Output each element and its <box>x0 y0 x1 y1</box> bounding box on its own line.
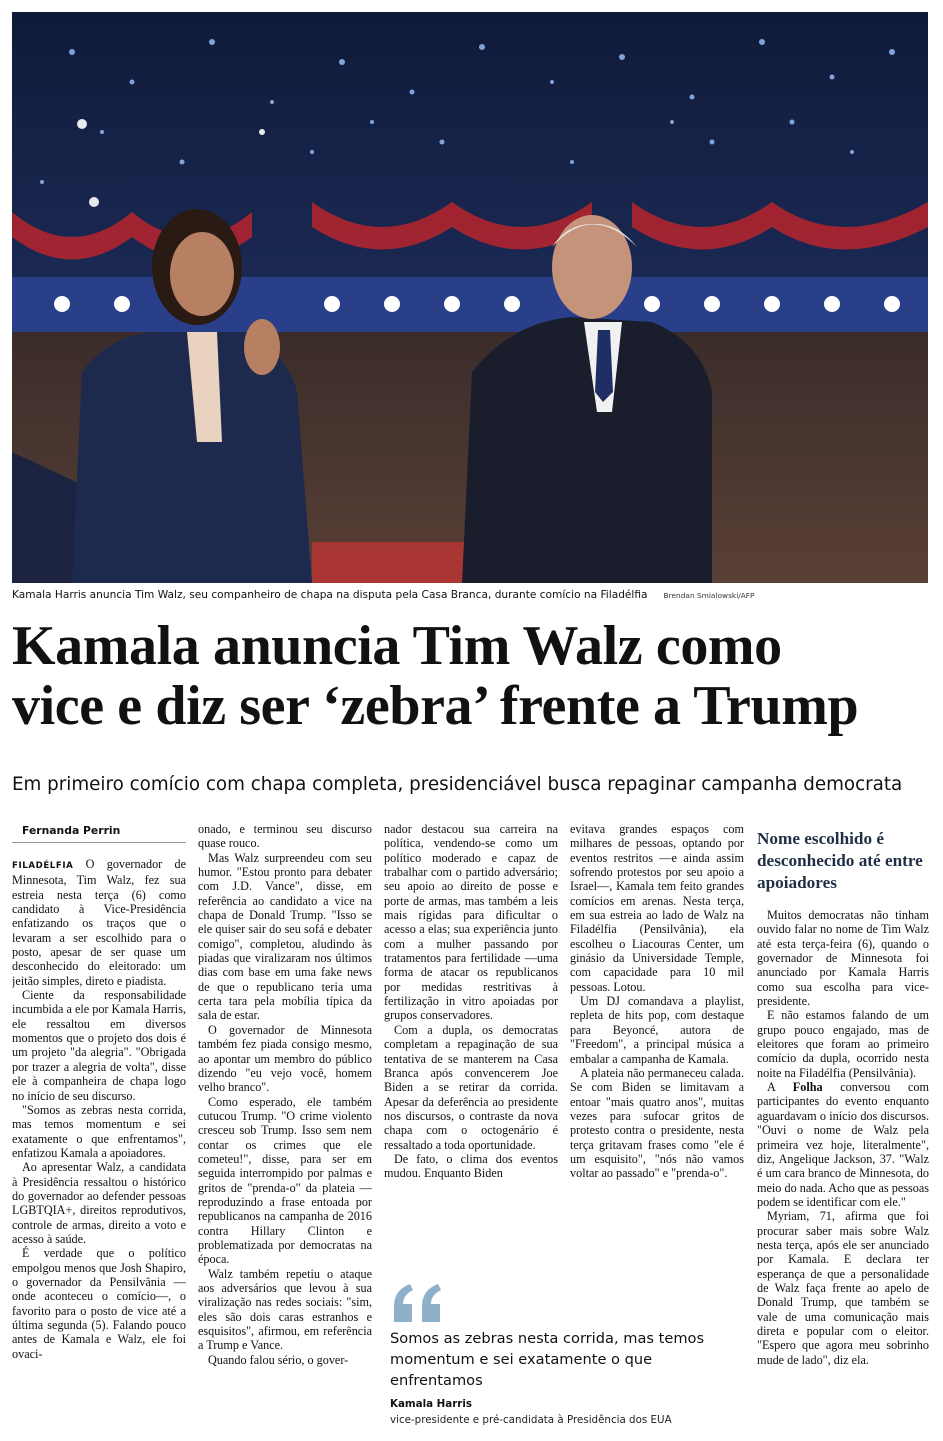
caption-text: Kamala Harris anuncia Tim Walz, seu companheiro de chapa na disputa pela Casa Branca, durante comício na Filadélfia <box>12 589 648 601</box>
article-column-2 <box>198 822 372 1432</box>
paragraph: Walz também repetiu o ataque aos adversários que levou à sua viralização nas redes sociais: "sim, eles são dois caras estranhos e esquisitos", afirmou, em referência a Trump e Vance. <box>198 1266 372 1353</box>
article-column-1 <box>12 822 186 1432</box>
paragraph: Muitos democratas não tinham ouvido falar no nome de Tim Walz até esta terça-feira (6), quando o governador de Minnesota foi anunciado por Kamala Harris como sua escolha para vice-presidente. <box>757 908 929 1009</box>
paragraph: O governador de Minnesota também fez piada consigo mesmo, ao apontar um membro do público dizendo "eu vejo você, homem velho branco". <box>198 1022 372 1095</box>
headline-line-2: vice e diz ser ‘zebra’ frente a Trump <box>12 675 859 737</box>
paragraph: A plateia não permaneceu calada. Se com Biden se limitavam a entoar "mais quatro anos", muitas vezes para sufocar gritos de protesto contra o presidente, nesta terça gritavam frases como "ele é um esquisito", "nós não vamos voltar ao passado" e "prenda-o". <box>570 1065 744 1181</box>
rally-photo-illustration <box>12 12 928 583</box>
sidebar-title: Nome escolhido é desconhecido até entre apoiadores <box>757 829 923 892</box>
paragraph: Ciente da responsabilidade incumbida a ele por Kamala Harris, ele ressaltou em diversos momentos que o projeto dos dois é um projeto "da alegria". "Obrigada por trazer a alegria de volta", disse ele à companheira de chapa logo no início de seu discurso. <box>12 988 186 1103</box>
lead-paragraph <box>12 857 186 988</box>
paragraph: onado, e terminou seu discurso quase rouco. <box>198 822 372 851</box>
paragraph: E não estamos falando de um grupo pouco engajado, mas de eleitores que foram ao primeiro comício da dupla, ocorrido nesta noite na Filadélfia (Pensilvânia). <box>757 1008 929 1080</box>
paragraph: Ao apresentar Walz, a candidata à Presidência ressaltou o histórico do governador ao defender pessoas LGBTQIA+, direitos reprodutivos, controle de armas, direito a voto e acesso à saúde. <box>12 1160 186 1246</box>
photo-credit: Brendan Smialowski/AFP <box>663 591 755 600</box>
publication-name: Folha <box>792 1080 823 1095</box>
paragraph-text: O governador de Minnesota, Tim Walz, fez sua estreia nesta terça (6) como candidato à Vice-Presidência enfatizando os traços que o levaram a ser escolhido para o posto, apesar de ser quase um desconhecido do eleitorado: um jeitão simples, direto e piadista. <box>12 857 186 988</box>
paragraph: De fato, o clima dos eventos mudou. Enquanto Biden <box>384 1151 558 1181</box>
pull-quote-text: Somos as zebras nesta corrida, mas temos momentum e sei exatamente o que enfrentamos <box>390 1330 705 1389</box>
paragraph: Myriam, 71, afirma que foi procurar saber mais sobre Walz nesta terça, após ele ser anunciado por Kamala. E declara ter esperança de que a personalidade de Walz faça frente ao apelo de Donald Trump, que também se vale de uma comunicação mais direta e popular com o eleitor. "Espero que agora meu sobrinho mude de lado", diz ela. <box>757 1209 929 1367</box>
sidebar-column <box>757 822 929 1432</box>
lead-photo <box>12 12 928 583</box>
subheadline: Em primeiro comício com chapa completa, presidenciável busca repaginar campanha democrata <box>12 774 903 795</box>
paragraph: Quando falou sério, o gover- <box>208 1352 349 1367</box>
paragraph: Com a dupla, os democratas completam a repaginação de sua tentativa de se manterem na Casa Branca após convencerem Joe Biden a se retirar da corrida. Apesar da deferência ao presidente nos discursos, o contraste da nova chapa com o octogenário é ressaltado a toda oportunidade. <box>384 1022 558 1152</box>
paragraph-text: A <box>767 1080 793 1095</box>
paragraph: Como esperado, ele também cutucou Trump. "O crime violento cresceu sob Trump. Isso sem nem contar os crimes que ele cometeu!", disse, para ser em seguida interrompido por palmas e gritos de "prenda-o" da plateia — reproduzindo a frase entoada por republicanos na campanha de 2016 contra Hillary Clinton e problematizada por democratas na época. <box>198 1094 372 1267</box>
paragraph-text: conversou com participantes do evento enquanto aguardavam o início dos discursos. "Ouvi o nome de Walz pela primeira vez hoje, literalmente", diz, Angelique Jackson, 37. "Walz é um cara branco de Minnesota, do meio do nada. Acho que as pessoas podem se identificar com ele." <box>757 1080 929 1209</box>
dateline: FILADÉLFIA <box>12 861 74 871</box>
pull-quote-role: vice-presidente e pré-candidata à Presidência dos EUA <box>390 1414 672 1426</box>
paragraph <box>757 1080 929 1209</box>
headline-line-1: Kamala anuncia Tim Walz como <box>12 615 782 677</box>
author-byline: Fernanda Perrin <box>12 822 186 843</box>
photo-caption <box>12 589 928 605</box>
pull-quote-speaker: Kamala Harris <box>390 1398 473 1410</box>
paragraph: evitava grandes espaços com milhares de pessoas, optando por eventos restritos —e ainda assim sofrendo protestos por seu apoio a Israel—, Kamala tem feito grandes comícios em arenas. Nesta terça, em sua estreia ao lado de Walz na Filadélfia (Pensilvânia), ela escolheu o Liacouras Center, um ginásio da Universidade Temple, com capacidade para 10 mil pessoas. Lotou. <box>570 822 744 994</box>
headline <box>12 616 928 736</box>
paragraph: "Somos as zebras nesta corrida, mas temos momentum e sei exatamente o que enfrentamos", enfatizou Kamala a apoiadores. <box>12 1102 186 1160</box>
quote-mark-icon <box>390 1282 450 1326</box>
paragraph: É verdade que o político empolgou menos que Josh Shapiro, o governador da Pensilvânia —onde aconteceu o comício—, o favorito para o posto de vice até a última segunda (5). Falando pouco antes de Kamala e Walz, ele foi ovaci- <box>12 1246 186 1361</box>
pull-quote <box>390 1282 746 1432</box>
paragraph: Um DJ comandava a playlist, repleta de hits pop, com destaque para Beyoncé, autora de "Freedom", a principal música a embalar a campanha de Kamala. <box>570 994 744 1066</box>
paragraph: nador destacou sua carreira na política, vendendo-se como um político moderado e capaz de trabalhar com o partido adversário; seu apoio ao direito de posse e porte de armas, mas também a leis mais rígidas para dificultar o acesso a elas; sua experiência junto com a mulher passando por tratamentos para fertilidade —uma forma de atacar os republicanos por medidas restritivas à fertilização in vitro apoiadas por grupos conservadores. <box>384 822 558 1023</box>
paragraph: Mas Walz surpreendeu com seu humor. "Estou pronto para debater com J.D. Vance", disse, em referência ao candidato a vice na chapa de Donald Trump. "Isso se ele quiser sair do seu sofá e debater comigo", completou, aludindo às piadas que viralizaram nos últimos dias com base em uma fake news de que o republicano teria uma certa tara pela mobília típica da sala de estar. <box>198 850 372 1023</box>
